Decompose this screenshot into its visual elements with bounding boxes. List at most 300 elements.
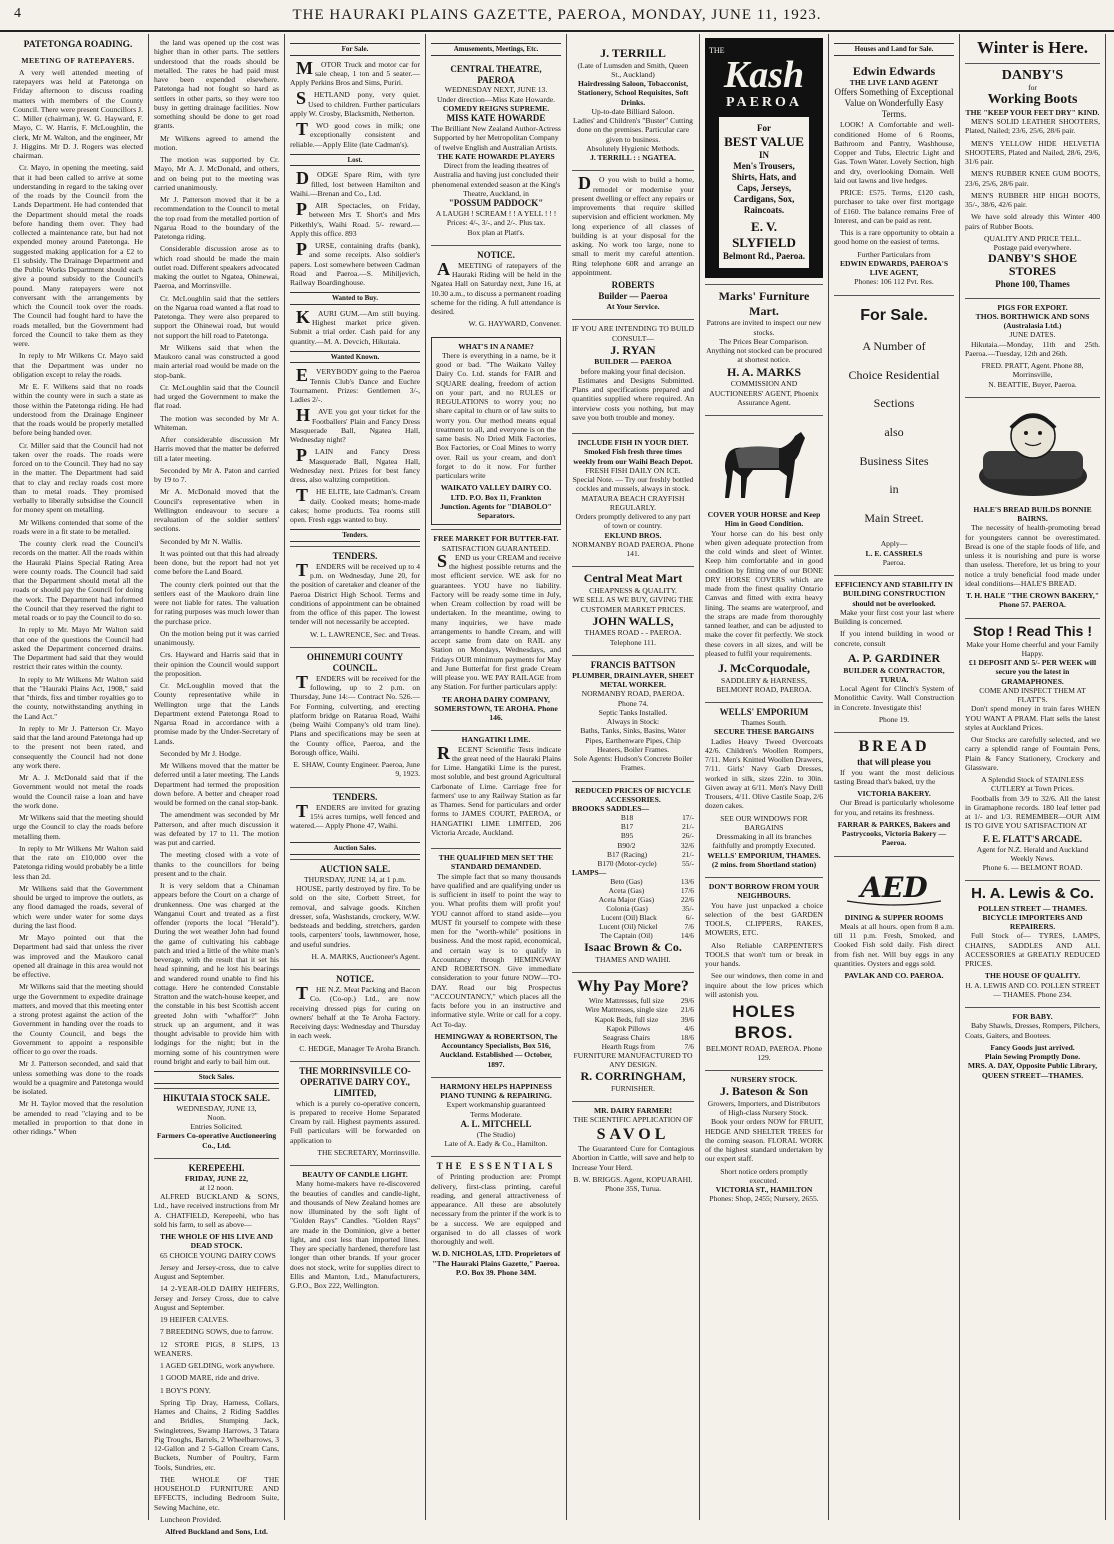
article-paragraph: The motion was seconded by Mr A. Whiteman. (154, 413, 279, 432)
ad-text: DO you wish to build a home, remodel or modernise your present dwelling or effect any repairs or improvements that require skilled supervision and efficient workmen. My long experience of all classes of building is at your disposal for the asking. No work too large, none to small to merit my careful attention. Ring telephone 60R and arrange an appointment. (572, 173, 694, 277)
marks-furniture-ad (705, 284, 823, 411)
ad-name: R. CORRINGHAM, (580, 1069, 686, 1084)
ad-terms: Terms Moderate. (470, 1109, 522, 1119)
sale-lot: 19 HEIFER CALVES. (160, 1315, 229, 1325)
item-price: 6/- (685, 912, 694, 922)
ad-trade: PLUMBER, DRAINLAYER, SHEET METAL WORKER. (572, 670, 694, 690)
kash-best: BEST VALUE (724, 133, 804, 149)
item-price: 22/6 (680, 894, 694, 904)
ad-title: HIKUTAIA STOCK SALE. (163, 1092, 270, 1103)
ad-text: ALFRED BUCKLAND & SONS, Ltd., have received instructions from Mr A. CHATFIELD, Kerepeehi, who has sold his farm, to sell as above— (154, 1192, 279, 1229)
lamp-row (572, 931, 694, 940)
item-name: B18 (620, 813, 634, 823)
ad-text: Ladies Heavy Tweed Overcoats 42/6. Children's Woollen Rompers, 7/11. Men's Knitted Woollen Drawers, 7/11. Girls' Navy Garb Dresses, worked in silk, sizes 22in. to 30in. Given away at 6/11. Men's Navy Drill Trousers, 4/11. Olive Castile Soap, 2/6 dozen cakes. (705, 736, 823, 811)
ad-star: MISS KATE HOWARDE (446, 113, 546, 124)
sale-lot: 1 AGED GELDING, work anywhere. (160, 1361, 275, 1371)
article-paragraph: the land was opened up the cost was higher than in other parts. The settlers understood that the roads should be metalled. The rates he had paid must have been expended elsewhere. Patetonga had not fought so hard as settlers in other parts, so they were too busy in getting drainage facilities. Now something should be done to get road grants. (154, 38, 279, 131)
article-paragraph: Seconded by Mr N. Wallis. (160, 536, 243, 546)
ad-text: Expert workmanship guaranteed (446, 1100, 546, 1110)
item-price: 29/6 (680, 996, 694, 1006)
sale-line: also (884, 424, 904, 439)
sale-line: Business Sites (859, 453, 929, 468)
ad-date: THURSDAY, JUNE 14, at 1 p.m. (304, 874, 406, 884)
article-body (13, 68, 143, 1137)
for-sale-label: For Sale. (290, 43, 420, 56)
ad-text: Your horse can do his best only when given adequate protection from the cold winds and sleet of Winter. Keep him comfortable and in good condition by fitting one of our BONE DRY HORSE COVERS which are made from the finest quality Ontario Canvas and fitted with extra heavy lining. The seams are waterproof, and the straps are made from thoroughly tanned leather, and can be adjusted to make the cover fit perfectly. We stock these covers in all sizes, and will be pleased to fulfil your requirements. (705, 528, 823, 658)
stock-sales-label: Stock Sales. (154, 1071, 279, 1084)
item-price: 32/6 (680, 840, 694, 850)
article-paragraph: The amendment was seconded by Mr Patterson, and after much discussion it was defeated by 17 to 11. The motion was put and carried. (154, 810, 279, 847)
article-headline: PATETONGA ROADING. (23, 40, 133, 50)
wells-emporium-ad (705, 702, 823, 873)
ad-intro: IF YOU ARE INTENDING TO BUILD CONSULT— (572, 324, 694, 343)
ad-sign: PAVLAK AND CO. PAEROA. (844, 971, 944, 981)
ad-if: If you intend building in wood or concrete, consult (834, 629, 954, 648)
ad-stock: Anything not stocked can be procured at shortest notice. (706, 346, 822, 365)
sale-lot: 12 STORE PIGS, 8 SLIPS, 13 WEANERS. (154, 1339, 279, 1358)
ad-name: SAVOL (596, 1125, 670, 1143)
ad-for: for (1028, 83, 1037, 93)
ad-tag: THE "KEEP YOUR FEET DRY" KIND. (965, 107, 1100, 117)
ad-title: THE ESSENTIALS (436, 1161, 556, 1172)
classified-item: SHETLAND pony, very quiet. Used to children. Further particulars apply W. Crosby, Blacksmith, Netherton. (290, 88, 420, 118)
item-name: Seagrass Chairs (602, 1032, 650, 1042)
ad-title: CENTRAL THEATRE, PAEROA (450, 63, 542, 85)
ad-title: FOR BABY. (1012, 1012, 1053, 1022)
article-paragraph: Mr Wilkens said that the meeting should urge the Government to expedite drainage matters, and moved that this meeting enter a strong protest against the action of the Government in handing over the roads to the County Council, and begs the Government to appoint a responsible officer to go over the roads. (13, 982, 143, 1057)
ad-date: WEDNESDAY NEXT, JUNE 13. (444, 85, 548, 95)
sale-lot: 14 2-YEAR-OLD DAIRY HEIFERS, Jersey and Jersey Cross, due to calve August and September. (154, 1284, 279, 1312)
gardiner-builder-ad (834, 575, 954, 728)
article-continued (154, 38, 279, 1066)
article-paragraph: Mr Wilkens said that the Government should be urged to improve the outlets, as any flood damaged the roads, several of which were under water for some days during the last flood. (13, 883, 143, 930)
ad-trade: THE LIVE LAND AGENT (849, 78, 939, 88)
column-6 (700, 34, 828, 1544)
article-paragraph: Considerable discussion arose as to which road should be made the main outlet road. Different speakers advocated making the outlet to Ngatea, Ohinewai, Paeroa, and Morrinsville. (154, 244, 279, 291)
ad-goods: Fancy Goods just arrived. (990, 1042, 1075, 1052)
piano-tuning-ad (431, 1077, 561, 1152)
ad-sign: T. H. HALE "THE CROWN BAKERY," Phone 57. PAEROA. (965, 591, 1100, 610)
ad-dates: Hikutaia.—Monday, 11th and 25th. Paeroa.—Tuesday, 12th and 26th. (965, 339, 1100, 358)
ad-tag: At Your Service. (606, 302, 660, 312)
sale-lot: Luncheon Provided. (160, 1514, 222, 1524)
ad-agents: Sole Agents: Hudson's Concrete Boiler Frames. (573, 754, 693, 773)
ad-addr: BELMONT ROAD, PAEROA. Phone 129. (705, 1043, 823, 1062)
ad-text: which is a purely co-operative concern, is prepared to receive Home Separated Cream by rail. Highest payments assured. Full particulars will be forwarded on application to (290, 1098, 420, 1145)
ad-trade: BUILDER — PAEROA (594, 357, 672, 367)
ad-title: HARMONY HELPS HAPPINESS (440, 1081, 552, 1091)
ad-title: DON'T BORROW FROM YOUR NEIGHBOURS. (708, 882, 820, 901)
ad-sub: THE SCIENTIFIC APPLICATION OF (573, 1115, 693, 1125)
article-paragraph: Seconded by Mr J. Hodge. (160, 748, 241, 758)
ad-phone: Phone 100, Thames (995, 278, 1070, 289)
ad-sign: W. L. LAWRENCE, Sec. and Treas. (309, 629, 420, 639)
bread-loaf-icon (973, 406, 1093, 501)
tenders-label: Tenders. (290, 529, 420, 542)
ad-footer: Alfred Buckland and Sons, Ltd. (165, 1527, 268, 1537)
article-subhead: MEETING OF RATEPAYERS. (21, 55, 135, 65)
sections-for-sale-ad (834, 295, 954, 572)
ad-text: TENDERS will be received for the following, up to 2 p.m. on Thursday, June 14:— Contract No. 526.—For Forming, culverting, and erecting platform bridge on Ratarua Road, Waihi (being Waihi Company's old tram line). Plans and specifications may be seen at the County office, Paeroa, and the Borough office, Waihi. (290, 671, 420, 757)
ratepayers-meeting-notice (431, 245, 561, 333)
item-name: Hearth Rugs from (601, 1041, 655, 1051)
furniture-row (572, 1024, 694, 1033)
ad-sign: TE AROHA DAIRY COMPANY, SOMERSTOWN, TE AROHA. Phone 146. (434, 694, 558, 723)
houses-label: Houses and Land for Sale. (834, 43, 954, 56)
article-paragraph: In reply to Mr J. Patterson Cr. Mayo said that the land around Patetonga had up to the present not been rated, and consequently the Council had not done any work there. (13, 723, 143, 770)
ad-items: Baths, Tanks, Sinks, Basins, Water Pipes, Earthenware Pipes, Chip Heaters, Boiler Frames. (580, 726, 686, 754)
masthead (0, 0, 1114, 32)
classified-item: PURSE, containing drafts (bank), and some receipts. Also soldier's papers. Lost somewhere between Cadman Road and Paeroa.—S. Mihiljevich, Railway Boardinghouse. (290, 239, 420, 288)
ad-billiard: Up-to-date Billiard Saloon. (591, 106, 675, 116)
pigs-export-ad (965, 298, 1100, 393)
lamp-row (572, 895, 694, 904)
lamp-row (572, 886, 694, 895)
article-paragraph: Mr E. F. Wilkens said that no roads within the county were in such a state as those within the Patetonga riding. He had understood from the Drainage Engineer that the roads would be properly metalled before being handed over. (13, 382, 143, 438)
boot-item: MEN'S RUBBER HIP HIGH BOOTS, 35/-, 38/6, 42/6 pair. (965, 190, 1100, 210)
ad-prices: Prices: 4/-, 3/-, and 2/-. Plus tax. (446, 218, 546, 228)
ad-title: HALE'S BREAD BUILDS BONNIE BAIRNS. (973, 504, 1092, 524)
item-name: Aceta Major (Gas) (598, 894, 655, 904)
ad-players: THE KATE HOWARDE PLAYERS (437, 151, 555, 161)
candle-light-ad (290, 1165, 420, 1297)
item-name: B95 (620, 831, 634, 841)
classified-item: KAURI GUM.—Am still buying. Highest market price given. Submit a trial order. Cash paid for any quantity.—M. A. Devcich, Hikutaia. (290, 306, 420, 346)
hikutaia-stock-sale-ad (154, 1088, 279, 1154)
ad-also: Also Reliable CARPENTER'S TOOLS that won't turn or break in your hands. (705, 940, 823, 969)
ad-pram: Don't spend money in train fares WHEN YOU WANT A PRAM. Flatt sells the latest styles at Auckland Prices. (965, 704, 1100, 732)
auction-ad (290, 859, 420, 965)
ad-orders: Orders promptly delivered to any part of town or country. (575, 512, 691, 531)
item-price: 21/6 (680, 1005, 694, 1015)
wanted-buy-list (290, 306, 420, 346)
ad-stock: Always in Stock: (606, 717, 660, 727)
kash-the: THE (709, 46, 725, 55)
furniture-row (572, 1033, 694, 1042)
danby-boots-ad (965, 63, 1100, 294)
article-paragraph: Mr Wilkens said that when the Maukoro canal was constructed a good main arterial road would be made on the stop-bank. (154, 342, 279, 380)
article-paragraph: Mr A. J. McDonald said that if the Government would not metal the roads would the Council raise a loan and have the work done. (13, 773, 143, 810)
ad-sign: J. TERRILL : : NGATEA. (590, 153, 676, 163)
ad-text: Many home-makers have re-discovered the beauties of candles and candle-light, and thousands of New Zealand homes are now illuminated by the soft light of "Golden Rays" Candles. "Golden Rays" are made in the Dominion, give a better light, and cost less than imported lines. They are specially hardened, therefore last longer than other brands. If your grocer does not stock, write for supplies direct to Ellis and Manton, Ltd., Manufacturers, G.P.O., Box 222, Wellington. (290, 1179, 420, 1291)
ad-text: You have just unpacked a choice selection of the best GARDEN TOOLS, CLIPPERS, RAKES, MOWERS, ETC. (705, 900, 823, 938)
ad-text: The necessity of health-promoting bread for youngsters cannot be overestimated. Bread is one of the staple foods of life, and unless it is nourishing and pure is worse than useless. Therefore, let us bring to your notice a truly beneficial food made under ideal conditions—HALE'S BREAD. (965, 523, 1100, 588)
wanted-known-list (290, 367, 420, 524)
ad-text: Book your orders NOW for FRUIT, HEDGE AND SHELTER TREES for the coming season. FLORAL WORK of the highest standard undertaken by our expert staff. (705, 1117, 823, 1164)
ad-text: Meals at all hours. open from 8 a.m. till 11 p.m. Fresh, Smoked, and Cooked Fish sold daily. Fish direct from fish net. Will buy eggs in any quantities. Oysters and eggs sold. (834, 921, 954, 968)
ad-trade: Growers, Importers, and Distributors of High-class Nursery Stock. (707, 1098, 821, 1118)
kerepeehi-sale-ad (154, 1158, 279, 1541)
ad-buyer: N. BEATTIE, Buyer, Paeroa. (988, 379, 1077, 389)
ad-sign: W. D. NICHOLAS, LTD. Proprietors of "The Hauraki Plains Gazette," Paeroa. P.O. Box 39. Phone 34M. (431, 1249, 561, 1277)
ad-postage: Postage paid everywhere. (993, 243, 1072, 253)
item-price: 39/6 (680, 1014, 694, 1024)
boots-list (965, 117, 1100, 209)
item-name: Lucent (Oil) Nickel (599, 922, 658, 931)
nursery-ad (705, 1070, 823, 1208)
item-price: 17/6 (680, 885, 694, 895)
tender-school-ad (290, 546, 420, 643)
ad-septic: Septic Tanks Installed. (598, 707, 668, 717)
article-paragraph: On the motion being put it was carried unanimously. (154, 628, 279, 647)
hales-bread-ad (965, 397, 1100, 614)
classified-item: THE ELITE, late Cadman's. Cream daily. Cooked meats; home-made cakes; home products. Tea rooms still open. Fresh eggs wanted to buy. (290, 485, 420, 525)
lamp-row (572, 877, 694, 886)
kash-for: For (757, 122, 771, 133)
tender-county-ad (290, 647, 420, 783)
saddles-price-list (572, 813, 694, 867)
ad-time: Noon. (207, 1112, 226, 1122)
ad-addr: NORMANBY ROAD, PAEROA. Phone 74. (581, 689, 685, 708)
kash-items: Men's Trousers, Shirts, Hats, and Caps, Jerseys, Cardigans, Sox, Raincoats. (731, 160, 797, 215)
dining-rooms-ad (834, 856, 954, 985)
ad-date: FRIDAY, JUNE 22, (184, 1173, 249, 1183)
ad-see: See our windows, then come in and inquire about the low prices which will astonish you. (705, 971, 823, 999)
ad-name: Edwin Edwards (852, 63, 936, 78)
ad-sign: HEMINGWAY & ROBERTSON, The Accountancy Specialists, Box 516, Auckland. Established — October, 1897. (434, 1031, 558, 1069)
furniture-row (572, 1015, 694, 1024)
item-price: 35/- (682, 903, 694, 913)
ad-title: EFFICIENCY AND STABILITY IN BUILDING CONSTRUCTION should not be overlooked. (835, 580, 953, 608)
ad-text: WE SELL AS WE BUY, GIVING THE CUSTOMER MARKET PRICES. (572, 595, 694, 614)
ad-lines (834, 339, 954, 525)
sale-lot: 1 GOOD MARE, ride and drive. (160, 1373, 260, 1383)
ad-dates-head: JUNE DATES. (1009, 330, 1056, 340)
saddle-row (572, 822, 694, 831)
lewis-bicycles-ad (965, 880, 1100, 1003)
ad-sign: W. G. HAYWARD, Convener. (468, 319, 561, 329)
furniture-row (572, 1042, 694, 1051)
item-price: 26/- (682, 831, 694, 841)
ad-text: Smoked Fish fresh three times weekly from our Waihi Beach Depot. (573, 447, 693, 466)
terrill-ad (572, 42, 694, 166)
article-paragraph: It is very seldom that a Chinaman appears before the Court on a charge of drunkenness. One was charged at the Wanganui Court and treated as a first offender (reports the local "Herald"). During the wet weather John had found the game of cultivating his cabbage patch and tried a little of the white man's beverage, with the result that it set his head spinning, and he lost his bearings and wandered round unable to find his cottage. Here he contended Constable Stratton and the watch-house keeper, and the constable in his best Scottish accent greeted John with "whaffor?" John struck up an argument, and it was thought advisable to provide him with lodgings for the night; but in the morning some of his countrymen were round bright and early to bail him out. (154, 881, 279, 1066)
ad-sign: EDWIN EDWARDS, PAEROA'S LIVE AGENT, (839, 258, 949, 278)
kash-in: IN (758, 149, 769, 160)
ad-text: TENDERS are invited for grazing 15¼ acres turnips, well fenced and watered.— Apply Phone 47, Waihi. (290, 800, 420, 831)
ad-agent: Agent for N.Z. Herald and Auckland Weekly News. (976, 844, 1089, 863)
item-name: Colonia (Gas) (606, 903, 648, 913)
ad-name: J. Bateson & Son (719, 1084, 808, 1099)
hangatiki-lime-ad (431, 730, 561, 844)
ad-phone: Phone 6. — BELMONT ROAD. (982, 863, 1083, 873)
ad-sub: PIANO TUNING & REPAIRING. (440, 1091, 552, 1101)
ad-title: NURSERY STOCK. (730, 1075, 798, 1085)
dining-logo-icon (839, 867, 949, 907)
item-name: Lucent (Oil) Black (600, 912, 657, 922)
ad-town: Paeroa. (882, 557, 906, 567)
sale-line: in (889, 482, 899, 497)
article-paragraph: In reply to Mr. Mayo Mr Walton said that one of the questions the Council had asked the Department concerned drains. The Department had said that they would restrict their rates within the county. (13, 625, 143, 672)
ad-text: RECENT Scientific Tests indicate the great need of the Hauraki Plains for Lime. Hangatiki Lime is the purest, most soluble, and best ground Agricultural Carbonate of Lime. Carriage free for farmers' use to any Railway Station as far as Thames. Send for particulars and order forms to JAMES COURT, PAEROA, or HANGATIKI LIME LIMITED, 206 Victoria Arcade, Auckland. (431, 742, 561, 837)
ad-head: SECURE THESE BARGAINS (714, 727, 814, 737)
item-name: B17 (Racing) (607, 849, 648, 859)
fish-ad (572, 433, 694, 562)
ad-trades: Hairdressing Saloon, Tobacconist, Stationery, School Requisites, Soft Drinks. (577, 79, 689, 107)
classified-item: PLAIN and Fancy Dress Masquerade Ball, Ngatea Hall, Wednesday next. Prizes for best fancy dress, also waltzing competition. (290, 445, 420, 485)
ad-text: The simple fact that so many thousands have qualified and are qualifying under us is sufficient in itself to point the way to you. What profits them will profit you! YOU cannot afford to stand aside—you MUST fit yourself to compete with these men for the "worth-while" positions in business. And the most rapid, economical, and certain way is to qualify in Accountancy through HEMINGWAY AND ROBERTSON. Give immediate consideration to your future NOW—TO-DAY. Read our big Prospectus "ACCOUNTANCY," which places all the facts before you in an instructive and informative style. Write or call for a copy. Act To-day. (431, 871, 561, 1029)
winter-headline: Winter is Here. (977, 38, 1088, 57)
sale-line: Main Street. (864, 510, 924, 525)
ad-title: FREE MARKET FOR BUTTER-FAT. (433, 534, 559, 544)
boot-item: MEN'S YELLOW HIDE HELVETIA SHOOTERS, Plated and Nailed, 28/6, 29/6, 31/6 pair. (965, 138, 1100, 167)
ad-addr: THAMES ROAD - - PAEROA. (584, 628, 682, 638)
article-paragraph: The county clerk pointed out that the settlers east of the Maukoro drain line were not liable for rates. The valuation for rating purposes was much lower than the purchase price. (154, 579, 279, 626)
why-pay-more-ad (572, 972, 694, 1097)
ad-title: PIGS FOR EXPORT. (997, 302, 1068, 312)
item-name: Wire Mattresses, single size (585, 1005, 668, 1015)
column-8 (960, 34, 1105, 1544)
item-price: 21/- (682, 822, 694, 832)
ad-name: H. A. MARKS (726, 364, 801, 379)
ad-sub: that will please you (857, 756, 931, 767)
item-name: Kapok Pillows (606, 1023, 651, 1033)
ad-sign: H. A. LEWIS AND CO. POLLEN STREET — THAMES. Phone 234. (965, 980, 1100, 999)
article-paragraph: The motion was supported by Cr. Mayo, Mr A. J. McDonald, and others, and on being put to the meeting was carried unanimously. (154, 155, 279, 192)
article-paragraph: The meeting closed with a vote of thanks to the councillors for being present and to the chair. (154, 850, 279, 878)
ad-deposit: £1 DEPOSIT AND 5/- PER WEEK will secure you the latest in GRAMAPHONES. (968, 658, 1097, 686)
article-paragraph: Mr Wilkens said that the meeting should urge the Council to clay the roads before metalling them. (13, 813, 143, 841)
ad-sub: SATISFACTION GUARANTEED. (441, 543, 551, 553)
column-1 (8, 34, 148, 1544)
ad-text: SEND us your CREAM and receive the highest possible returns and the most efficient service. WE ask for no guarantees. YOU have no liability. Factory will be ready some time in July, when Cream collection by road will be undertaken. In the meantime, owing to many inquiries, we have made arrangements to handle Cream, and will accept same from date on RAIL any Station on Mondays, Wednesdays, and Fridays OUR minimum payments for May and June Butterfat for first grade Cream will please you. WE PAY RAILAGE from any Station. For further particulars apply: (431, 550, 561, 692)
ad-tag: A LAUGH ! SCREAM ! ! A YELL ! ! ! (435, 209, 557, 219)
ad-text: THE N.Z. Meat Packing and Bacon Co. (Co-op.) Ltd., are now receiving dressed pigs for curing on owners' behalf at the Te Aroha Factory. Receiving days: Wednesday and Thursday in each week. (290, 983, 420, 1041)
ad-addr: VICTORIA ST., HAMILTON (715, 1185, 813, 1195)
article-paragraph: Mr Wilkens moved that the matter be deferred until a later meeting. The Lands Department had termed the proposition down before. A better and cheaper road would be formed on the canal stop-bank. (154, 761, 279, 807)
kash-logo: Kash (723, 53, 805, 96)
ad-name: F. E. FLATT'S ARCADE. (982, 833, 1083, 844)
item-name: B90/2 (617, 840, 636, 850)
edwards-land-ad (834, 60, 954, 291)
lamp-row (572, 904, 694, 913)
ad-name: VICTORIA BAKERY. (857, 789, 931, 799)
ad-sign: FARRAR & PARKES, Bakers and Pastrycooks, Victoria Bakery — Paeroa. (837, 819, 951, 848)
kash-inner-box (719, 117, 809, 268)
article-paragraph: In reply to Mr Wilkens Mr Walton said that the "Hauraki Plains Act, 1908," said that "thirds, fixs and timber royalties go to the county, notwithstanding anything in the Land Act." (13, 674, 143, 721)
ad-price: PRICE: £575. Terms, £120 cash, purchaser to take over first mortgage of £160. The balance remains Free of Interest, and can be paid as rent. (834, 188, 954, 225)
ad-text: Patrons are invited to inspect our new stocks. (706, 318, 822, 337)
sale-lot: THE WHOLE OF THE HOUSEHOLD FURNITURE AND EFFECTS, including Bedroom Suite, Sewing Machine, etc. (154, 1474, 279, 1512)
article-paragraph: Cr. Mayo, in opening the meeting, said that it had been called to arrive at some understanding in regard to the taking over of the roads by the Council from the Lands Department. He had contended that the Department should metal the roads before handing them over. They had collected a maintenance rate, but had not expended money around Patetonga. He suggested making application for a £2 to £1 subsidy. The Drainage Department and the Public Works Department should each give a pound subsidy to the Council's pound. Many ratepayers were not conversant with the arrangements by which the Council took over the roads. The Council had fought hard to have the roads metalled, but the Government had forced the Council to take them as they were. (13, 163, 143, 349)
article-paragraph: Cr. McLoughlin moved that the County representative while in Wellington urge that the Lands Department extend Patetonga Road to Ngarua Road in accordance with a promise made by the Under-Secretary of Lands. (154, 681, 279, 746)
masthead-title: THE HAURAKI PLAINS GAZETTE, PAEROA, MONDAY, JUNE 11, 1923. (292, 6, 822, 23)
item-price: 4/6 (684, 1023, 694, 1033)
item-name: Beto (Gas) (610, 876, 643, 886)
theatre-ad (431, 60, 561, 241)
column-7 (829, 34, 959, 1544)
ad-agent: FRED. PRATT, Agent. Phone 88, Morrinsville, (981, 361, 1084, 380)
ad-boots: Working Boots (987, 92, 1078, 108)
item-price: 14/6 (680, 931, 694, 941)
item-price: 7/6 (684, 1041, 694, 1051)
ad-text: before making your final decision. (580, 366, 686, 376)
ad-title: TENDERS. (332, 791, 378, 802)
article-paragraph: After considerable discussion Mr Harris moved that the matter be deferred till a later meeting. (154, 435, 279, 463)
sale-line: A Number of (862, 339, 926, 354)
ad-trade: BICYCLE IMPORTERS AND REPAIRERS. (982, 912, 1083, 932)
dining-logo-text: AED (860, 870, 928, 904)
ad-title: THE MORRINSVILLE CO-OPERATIVE DAIRY COY., LIMITED, (299, 1065, 411, 1098)
ad-text: The Guaranteed Cure for Contagious Abortion in Cattle, will save and help to Increase Your Herd. (572, 1144, 694, 1172)
ad-stock: Full Stock of— TYRES, LAMPS, CHAINS, SADDLES AND ALL ACCESSORIES at GREATLY REDUCED PRICES. (965, 931, 1100, 969)
ad-further: Further Particulars from (857, 249, 931, 259)
column-4 (426, 34, 566, 1544)
article-paragraph: Mr Mayo pointed out that the Department had said that unless the river was improved and the Maukoro canal opened all drainage in this area would not be effective. (13, 933, 143, 980)
ad-title: HANGATIKI LIME. (461, 735, 531, 745)
ad-dress: Dressmaking in all its branches faithfully and promptly Executed. (712, 832, 816, 851)
ad-comedy: COMEDY REIGNS SUPREME. (442, 103, 550, 113)
ad-quality: QUALITY AND PRICE TELL. (983, 233, 1082, 243)
ad-apply: Apply— (880, 539, 908, 549)
ad-come: COME AND INSPECT THEM AT FLATT'S. (979, 685, 1086, 705)
ad-title: TENDERS. (332, 550, 378, 561)
ad-title: DINING & SUPPER ROOMS (844, 912, 944, 922)
sale-lot: Spring Tip Dray, Harness, Collars, Hames and Chains, 2 Riding Saddles and Bridles, Stumping Jack, Swingletrees, Swamp Harrows, 3 Tatara Pig Troughs, Barrels, 2 Wheelbarrows, 3 12-Gallon and 2 5-Gallon Cream Cans, Buckets, Number of Poultry, Farm Tools, Sundries, etc. (154, 1397, 279, 1472)
ad-trade: FURNISHER. (610, 1083, 656, 1093)
ad-cutlery: A Splendid Stock of STAINLESS CUTLERY at Town Prices. (981, 775, 1084, 794)
column-2 (149, 34, 284, 1544)
ad-title: COVER YOUR HORSE and Keep Him in Good Condition. (707, 510, 821, 529)
battson-plumber-ad (572, 655, 694, 777)
ad-direction: Under direction—Miss Kate Howarde. (436, 94, 556, 104)
accountancy-ad (431, 848, 561, 1073)
boot-item: MEN'S SOLID LEATHER SHOOTERS, Plated, Nailed; 23/6, 25/6, 28/6 pair. (965, 117, 1100, 136)
item-name: Wire Mattresses, full size (588, 996, 665, 1006)
ad-name: J. TERRILL (600, 46, 666, 60)
ad-street: POLLEN STREET — THAMES. (977, 903, 1087, 913)
ad-windows: SEE OUR WINDOWS FOR BARGAINS (720, 813, 808, 832)
ad-box: Box plan at Platt's. (467, 227, 525, 237)
ad-more: Our Bread is particularly wholesome for you, and retains its freshness. (834, 798, 954, 817)
ad-sign: MRS. A. DAY, Opposite Public Library, QUEEN STREET—THAMES. (967, 1061, 1098, 1080)
ad-name: FRANCIS BATTSON (590, 659, 676, 670)
ad-name: J. McCorquodale, (717, 661, 811, 676)
ryan-builder-ad (572, 319, 694, 429)
sale-lot: 7 BREEDING SOWS, due to farrow. (160, 1327, 274, 1337)
ad-sign: WAIKATO VALLEY DAIRY CO. LTD. P.O. Box 11, Frankton Junction. Agents for "DIABOLO" Separators. (440, 483, 552, 521)
article-paragraph: Cr. McLoughlin said that the settlers on the Ngarua road wanted a flat road to Patetonga. They were also prepared to support the Ohinewai road, but would not support the hill road to Patetonga. (154, 293, 279, 340)
ad-addr: WELLS' EMPORIUM, THAMES. (2 mins. from Shortland station) (707, 850, 821, 869)
ad-name: ROBERTS (611, 280, 655, 291)
lamp-row (572, 922, 694, 931)
column-5 (567, 34, 699, 1544)
ad-sign: H. A. MARKS, Auctioneer's Agent. (311, 951, 420, 961)
article-paragraph: Crs. Hayward and Harris said that in their opinion the Council would support the proposition. (154, 650, 279, 678)
ad-title: NOTICE. (336, 974, 374, 985)
ad-name: HOLES BROS. (732, 1002, 796, 1042)
ad-date: WEDNESDAY, JUNE 13, (176, 1103, 257, 1113)
classified-item: DODGE Spare Rim, with tyre filled, lost between Hamilton and Waihi.—Brenan and Co., Ltd. (290, 168, 420, 198)
classified-item: PAIR Spectacles, on Friday, between Mrs T. Short's and Mrs Pitkethly's, Waihi Road. 5/- reward.—Apply this office. 893 (290, 199, 420, 238)
furniture-price-list (572, 996, 694, 1050)
lamps-price-list (572, 877, 694, 940)
article-paragraph: Mr J. Patterson seconded, and said that unless something was done to the roads would be a quagmire and Patetonga would be isolated. (13, 1059, 143, 1097)
ad-text: Baby Shawls, Dresses, Rompers, Pilchers, Coats, Gaiters, and Bootees. (965, 1021, 1100, 1040)
bicycle-accessories-ad (572, 781, 694, 968)
ad-title: Marks' Furniture Mart. (718, 289, 810, 318)
classified-item: TWO good cows in milk; one exceptionally consistent and reliable.—Apply Elite (late Cadman's). (290, 119, 420, 149)
article-paragraph: Seconded by Mr A. Paton and carried by 19 to 7. (154, 465, 279, 484)
article-paragraph: It was pointed out that this had already been done, but the report had not yet come before the Land Board. (154, 548, 279, 577)
ad-late: (Late of Lumsden and Smith, Queen St., Auckland) (577, 60, 689, 79)
printing-ad (431, 1156, 561, 1281)
article-paragraph: Cr. McLoughlin said that the Council had urged the Government to make the flat road. (154, 382, 279, 411)
horse-icon (709, 426, 819, 504)
bread-ad (834, 732, 954, 851)
saddle-row (572, 813, 694, 822)
kash-addr: Belmont Rd., Paeroa. (722, 251, 806, 262)
